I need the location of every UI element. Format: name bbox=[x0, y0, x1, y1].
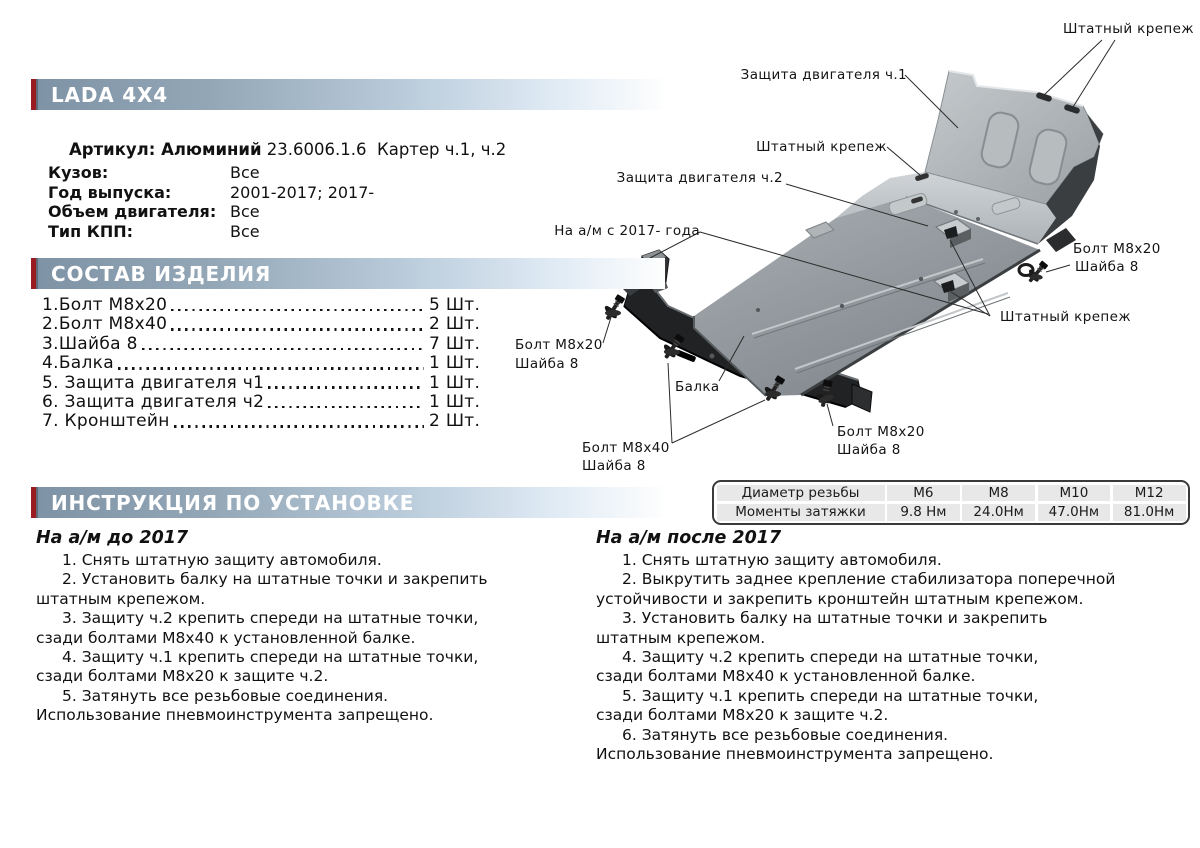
part-qty: 7 Шт. bbox=[429, 333, 481, 354]
brand-title: LADA 4X4 bbox=[51, 82, 168, 107]
instruction-line: штатным крепежом. bbox=[596, 628, 766, 647]
dot-leader bbox=[171, 328, 424, 331]
part-qty: 1 Шт. bbox=[429, 372, 481, 393]
label-bolt-m8x20-left: Болт М8х20 bbox=[515, 337, 603, 353]
label-shayba-bottom: Шайба 8 bbox=[837, 442, 901, 458]
article-label: Артикул: Алюминий bbox=[68, 140, 262, 159]
spec-value: Все bbox=[230, 202, 260, 221]
spec-row-engine bbox=[48, 202, 478, 222]
instruction-line: устойчивости и закрепить кронштейн штатным крепежом. bbox=[596, 589, 1084, 608]
label-krepezh-mid: Штатный крепеж bbox=[756, 139, 887, 155]
part-qty: 2 Шт. bbox=[429, 411, 481, 432]
spec-value: 2001-2017; 2017- bbox=[230, 182, 375, 202]
instruction-note: Использование пневмоинструмента запрещено. bbox=[36, 706, 434, 725]
parts-list bbox=[42, 295, 485, 431]
torque-table bbox=[712, 480, 1190, 525]
spec-label: Кузов: bbox=[48, 163, 109, 182]
label-bolt-m8x40: Болт М8х40 bbox=[582, 440, 670, 456]
instruction-line: сзади болтами М8х40 к установленной балке. bbox=[596, 667, 976, 686]
torque-cell: M10 bbox=[1038, 485, 1111, 502]
instruction-line: сзади болтами М8х20 к защите ч.2. bbox=[596, 706, 889, 725]
label-note2017: На а/м с 2017- года bbox=[554, 223, 700, 239]
instruction-line: 2. Выкрутить заднее крепление стабилизатора поперечной bbox=[622, 570, 1116, 589]
brand-bar bbox=[31, 79, 665, 110]
dot-leader bbox=[142, 348, 424, 351]
list-item bbox=[42, 411, 485, 430]
instruction-line: сзади болтами М8х40 к установленной балке. bbox=[36, 628, 416, 647]
label-shayba-right: Шайба 8 bbox=[1075, 259, 1139, 275]
torque-cell: M12 bbox=[1113, 485, 1186, 502]
part-name: 1.Болт М8х20 bbox=[42, 295, 168, 315]
torque-row-header: Диаметр резьбы bbox=[717, 485, 885, 502]
dot-leader bbox=[268, 406, 424, 409]
instruction-line: 5. Затянуть все резьбовые соединения. bbox=[62, 686, 389, 705]
instruction-line: 1. Снять штатную защиту автомобиля. bbox=[62, 551, 382, 569]
torque-cell: M6 bbox=[887, 485, 960, 502]
instruction-line: 6. Затянуть все резьбовые соединения. bbox=[622, 725, 949, 744]
spec-row-body bbox=[48, 163, 478, 183]
composition-title: СОСТАВ ИЗДЕЛИЯ bbox=[51, 261, 272, 286]
label-part2: Защита двигателя ч.2 bbox=[616, 170, 783, 186]
list-item bbox=[42, 353, 485, 372]
label-shayba-left: Шайба 8 bbox=[515, 356, 579, 372]
label-shayba-m8x40: Шайба 8 bbox=[582, 458, 646, 474]
torque-row-header: Моменты затяжки bbox=[717, 504, 885, 521]
instructions-after-2017 bbox=[596, 528, 1186, 764]
instruction-line: 4. Защиту ч.2 крепить спереди на штатные точки, bbox=[622, 648, 1039, 667]
torque-cell: 9.8 Нм bbox=[887, 504, 960, 521]
label-bolt-m8x20-bottom: Болт М8х20 bbox=[837, 424, 925, 440]
spec-label: Объем двигателя: bbox=[48, 202, 217, 221]
dot-leader bbox=[268, 386, 424, 389]
instruction-line: сзади болтами М8х20 к защите ч.2. bbox=[36, 667, 329, 686]
part-qty: 1 Шт. bbox=[429, 391, 481, 412]
part-name: 4.Балка bbox=[42, 353, 114, 374]
spec-value: Все bbox=[230, 221, 260, 241]
instructions-title: ИНСТРУКЦИЯ ПО УСТАНОВКЕ bbox=[51, 490, 415, 515]
composition-bar bbox=[31, 258, 665, 289]
label-bolt-m8x20-right: Болт М8х20 bbox=[1073, 241, 1161, 257]
column-title: На а/м после 2017 bbox=[596, 528, 782, 548]
part-name: 3.Шайба 8 bbox=[42, 333, 138, 354]
instruction-line: 4. Защиту ч.1 крепить спереди на штатные точки, bbox=[62, 648, 479, 667]
dot-leader bbox=[171, 309, 424, 312]
instruction-line: 1. Снять штатную защиту автомобиля. bbox=[622, 551, 942, 569]
instruction-line: 5. Защиту ч.1 крепить спереди на штатные точки, bbox=[622, 686, 1039, 705]
list-item bbox=[42, 373, 485, 392]
torque-cell: 24.0Нм bbox=[962, 504, 1035, 521]
torque-cell: 81.0Нм bbox=[1113, 504, 1186, 521]
label-krepezh-top: Штатный крепеж bbox=[1063, 21, 1194, 37]
list-item bbox=[42, 392, 485, 411]
spec-row-year bbox=[48, 183, 478, 203]
spec-label: Год выпуска: bbox=[48, 182, 172, 202]
label-krepezh-right: Штатный крепеж bbox=[1000, 309, 1131, 325]
part-qty: 5 Шт. bbox=[429, 295, 481, 315]
list-item bbox=[42, 334, 485, 353]
part-name: 7. Кронштейн bbox=[42, 411, 170, 432]
dot-leader bbox=[118, 367, 424, 370]
part-qty: 1 Шт. bbox=[429, 353, 481, 374]
dot-leader bbox=[174, 425, 424, 428]
instruction-line: 2. Установить балку на штатные точки и закрепить bbox=[62, 570, 488, 589]
list-item bbox=[42, 295, 485, 314]
instruction-note: Использование пневмоинструмента запрещено. bbox=[596, 745, 994, 764]
part-qty: 2 Шт. bbox=[429, 314, 481, 335]
article-value: 23.6006.1.6 Картер ч.1, ч.2 bbox=[261, 140, 507, 159]
instructions-before-2017 bbox=[36, 528, 591, 726]
spec-row-transmission bbox=[48, 222, 478, 242]
instructions-bar bbox=[31, 487, 665, 518]
part-name: 6. Защита двигателя ч2 bbox=[42, 391, 265, 412]
instruction-line: штатным крепежом. bbox=[36, 589, 206, 608]
label-part1: Защита двигателя ч.1 bbox=[740, 67, 907, 83]
torque-cell: 47.0Нм bbox=[1038, 504, 1111, 521]
column-title: На а/м до 2017 bbox=[36, 528, 189, 548]
torque-cell: M8 bbox=[962, 485, 1035, 502]
specs-block bbox=[48, 163, 478, 241]
instruction-line: 3. Защиту ч.2 крепить спереди на штатные точки, bbox=[62, 609, 479, 628]
part-name: 2.Болт М8х40 bbox=[42, 314, 168, 335]
part-name: 5. Защита двигателя ч1 bbox=[42, 372, 265, 393]
spec-value: Все bbox=[230, 163, 260, 182]
spec-label: Тип КПП: bbox=[48, 221, 134, 241]
instruction-line: 3. Установить балку на штатные точки и закрепить bbox=[622, 609, 1048, 628]
label-balka: Балка bbox=[675, 379, 720, 395]
list-item bbox=[42, 314, 485, 333]
